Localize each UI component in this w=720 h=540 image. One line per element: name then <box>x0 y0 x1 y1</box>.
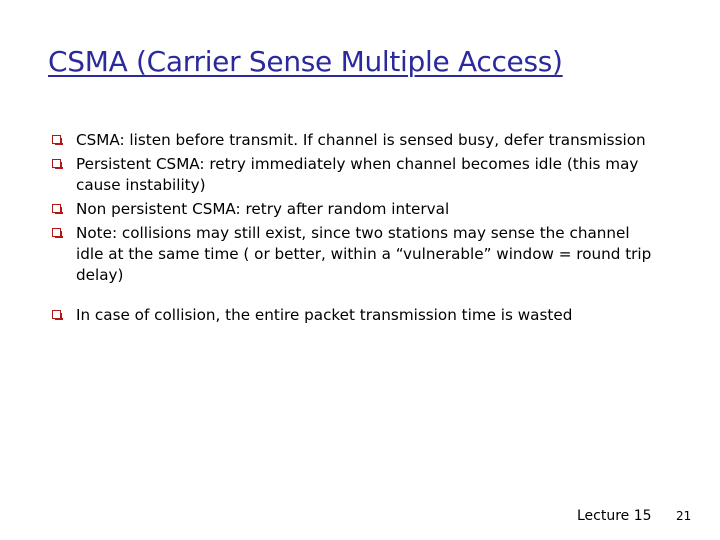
square-bullet-icon <box>52 310 61 319</box>
slide-page-number: 21 <box>676 509 692 523</box>
bullet-item <box>52 305 652 326</box>
bullet-item <box>52 154 652 196</box>
square-bullet-icon <box>52 159 61 168</box>
bullet-text: CSMA: listen before transmit. If channel is sensed busy, defer transmission <box>76 131 646 149</box>
square-bullet-icon <box>52 204 61 213</box>
footer-lecture-label: Lecture 15 <box>577 508 652 524</box>
square-bullet-icon <box>52 135 61 144</box>
square-bullet-icon <box>52 228 61 237</box>
bullet-item <box>52 130 652 151</box>
bullet-text: Non persistent CSMA: retry after random interval <box>76 200 450 218</box>
bullet-item <box>52 199 652 220</box>
bullet-text: Note: collisions may still exist, since two stations may sense the channel idle at the same time ( or better, within a “vulnerable” window = round trip delay) <box>76 224 652 284</box>
bullet-list <box>52 130 652 329</box>
slide-title: CSMA (Carrier Sense Multiple Access) <box>48 45 563 78</box>
bullet-item <box>52 223 652 286</box>
bullet-text: Persistent CSMA: retry immediately when channel becomes idle (this may cause instability) <box>76 155 639 194</box>
bullet-text: In case of collision, the entire packet transmission time is wasted <box>76 306 573 324</box>
